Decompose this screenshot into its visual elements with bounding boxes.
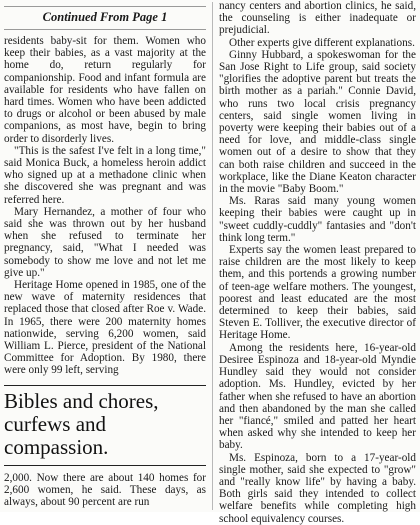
article-paragraph: "This is the safest I've felt in a long time," said Monica Buck, a homeless heroin addict who signed up at a methadone clinic when she discovered she was pregnant and was referred here.	[4, 144, 206, 206]
right-column	[213, 0, 420, 525]
article-paragraph: Experts say the women least prepared to raise children are the most likely to keep them, and this portends a growing number of teen-age welfare mothers. The youngest, poorest and least educated are the most determined to keep their babies, said Steven E. Tolliver, the executive director of Heritage Home.	[219, 244, 416, 342]
article-paragraph: Ginny Hubbard, a spokeswoman for the San Jose Right to Life group, said society "glorifies the adoptive parent but treats the birth mother as a pariah." Connie David, who runs two local crisis pregnancy centers, said single women living in poverty were keeping their babies out of a need for love, and middle-class single women out of a desire to show that they can both raise children and succeed in the workplace, like the Diane Keaton character in the movie "Baby Boom."	[219, 48, 416, 196]
article-paragraph: residents baby-sit for them. Women who keep their babies, as a vast majority at the home do, return regularly for companionship. Food and infant formula are available for residents who have fallen on hard times. Women who have been addicted to drugs or alcohol or been abused by male companions, as most have, begin to bring order to disorderly lives.	[4, 35, 206, 145]
left-column	[0, 0, 212, 512]
continued-label: Continued From Page 1	[4, 6, 206, 30]
article-paragraph: Other experts give different explanations.	[229, 36, 415, 49]
article-paragraph: nancy centers and abortion clinics, he said, the counseling is either inadequate or prejudicial.	[219, 0, 416, 37]
article-paragraph: 2,000. Now there are about 140 homes for 2,600 women, he said. These days, as always, about 90 percent are run	[4, 471, 206, 509]
article-paragraph: Among the residents here, 16-year-old Desiree Espinoza and 18-year-old Myndie Hundley said they would not consider adoption. Ms. Hundley, evicted by her father when she refused to have an abortion and then abandoned by the man she called her "fiancé," smiled and patted her heart when asked why she intended to keep her baby.	[219, 341, 416, 452]
article-paragraph: Ms. Raras said many young women keeping their babies were caught up in "sweet cuddly-cuddly" fantasies and "don't think long term."	[219, 195, 416, 244]
pull-quote: Bibles and chores, curfews and compassion.	[4, 385, 206, 466]
article-paragraph: Mary Hernandez, a mother of four who said she was thrown out by her husband when she refused to terminate her pregnancy, said, "What I needed was somebody to show me love and not let me give up."	[4, 205, 206, 279]
article-paragraph: Heritage Home opened in 1985, one of the new wave of maternity residences that replaced those that closed after Roe v. Wade. In 1965, there were 200 maternity homes nationwide, serving 6,200 women, said William L. Pierce, president of the National Committee for Adoption. By 1980, there were only 99 left, serving	[4, 279, 206, 377]
article-paragraph: Ms. Espinoza, born to a 17-year-old single mother, said she expected to "grow" and "really know life" by having a baby. Both girls said they intended to collect welfare benefits while completing high school equivalency courses.	[219, 451, 416, 525]
